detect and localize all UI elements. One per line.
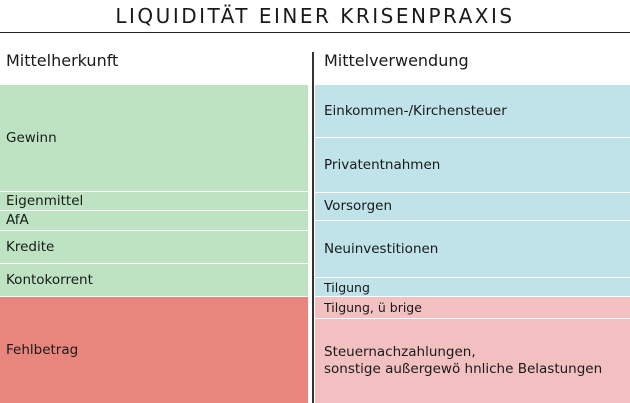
block-label: Tilgung, ü brige xyxy=(324,300,422,315)
block-privatentnahmen xyxy=(315,138,630,192)
block-label: Privatentnahmen xyxy=(324,156,441,173)
block-label-line-2: sonstige außergewö hnliche Belastungen xyxy=(324,361,603,377)
block-afa xyxy=(0,211,308,230)
diagram-title: LIQUIDITÄT EINER KRISENPRAXIS xyxy=(115,4,515,28)
title-underline xyxy=(0,32,630,33)
block-label: Einkommen-/Kirchensteuer xyxy=(324,102,507,119)
block-label: AfA xyxy=(6,212,29,228)
column-divider xyxy=(312,52,314,403)
right-column-header: Mittelverwendung xyxy=(324,51,469,70)
block-steuernachzahlungen xyxy=(315,319,630,403)
block-gewinn xyxy=(0,85,308,191)
block-einkommen-kirchensteuer xyxy=(315,85,630,137)
block-label-line-1: Steuernachzahlungen, xyxy=(324,344,476,360)
block-label: Fehlbetrag xyxy=(6,341,79,358)
block-label: Kredite xyxy=(6,238,55,255)
block-kredite xyxy=(0,231,308,263)
block-label: Kontokorrent xyxy=(6,271,93,288)
block-fehlbetrag xyxy=(0,297,308,403)
block-label-multiline xyxy=(324,344,602,378)
block-tilgung-uebrige xyxy=(315,297,630,318)
block-label: Neuinvestitionen xyxy=(324,240,439,257)
block-tilgung xyxy=(315,278,630,296)
block-neuinvestitionen xyxy=(315,221,630,277)
block-eigenmittel xyxy=(0,192,308,210)
block-vorsorgen xyxy=(315,193,630,220)
block-label: Vorsorgen xyxy=(324,198,393,214)
left-column-header: Mittelherkunft xyxy=(6,51,119,70)
block-label: Gewinn xyxy=(6,129,57,146)
block-label: Eigenmittel xyxy=(6,192,84,209)
block-label: Tilgung xyxy=(324,279,370,295)
block-kontokorrent xyxy=(0,264,308,296)
